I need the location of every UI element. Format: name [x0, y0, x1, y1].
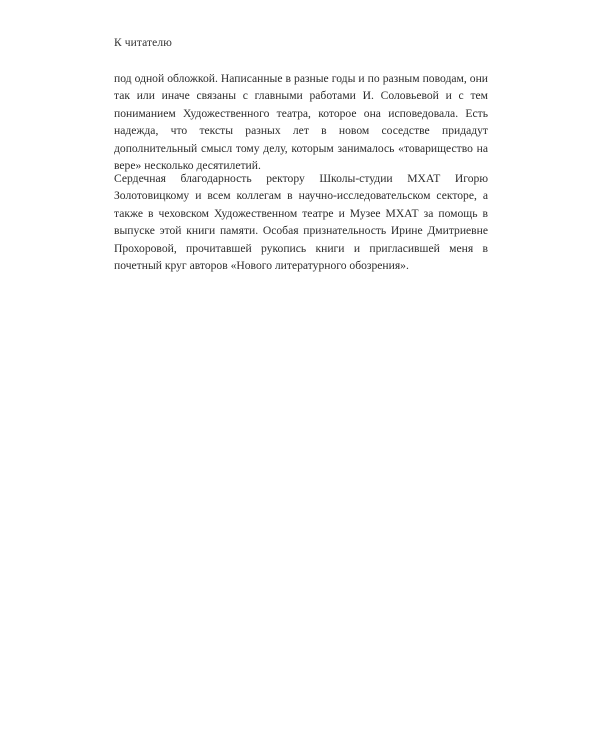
body-paragraph-2: [114, 170, 488, 274]
body-paragraph-1: [114, 70, 488, 174]
paragraph-text: под одной обложкой. Написанные в разные годы и по разным поводам, они так или иначе связаны с главными работами И. Соловьевой и с тем пониманием Художественного театра, которое она исповедовала. Есть надежда, что тексты разных лет в новом соседстве придадут дополнительный смысл тому делу, которым занималось «товарищество на вере» несколько десятилетий.: [114, 72, 488, 173]
paragraph-text: Сердечная благодарность ректору Школы-студии МХАТ Игорю Золотовицкому и всем коллегам в научно-исследовательском секторе, а также в чеховском Художественном театре и Музее МХАТ за помощь в выпуске этой книги памяти. Особая признательность Ирине Дмитриевне Прохоровой, прочитавшей рукопись книги и пригласившей меня в почетный круг авторов «Нового литературного обозрения».: [114, 172, 488, 273]
running-head: К читателю: [114, 37, 172, 49]
